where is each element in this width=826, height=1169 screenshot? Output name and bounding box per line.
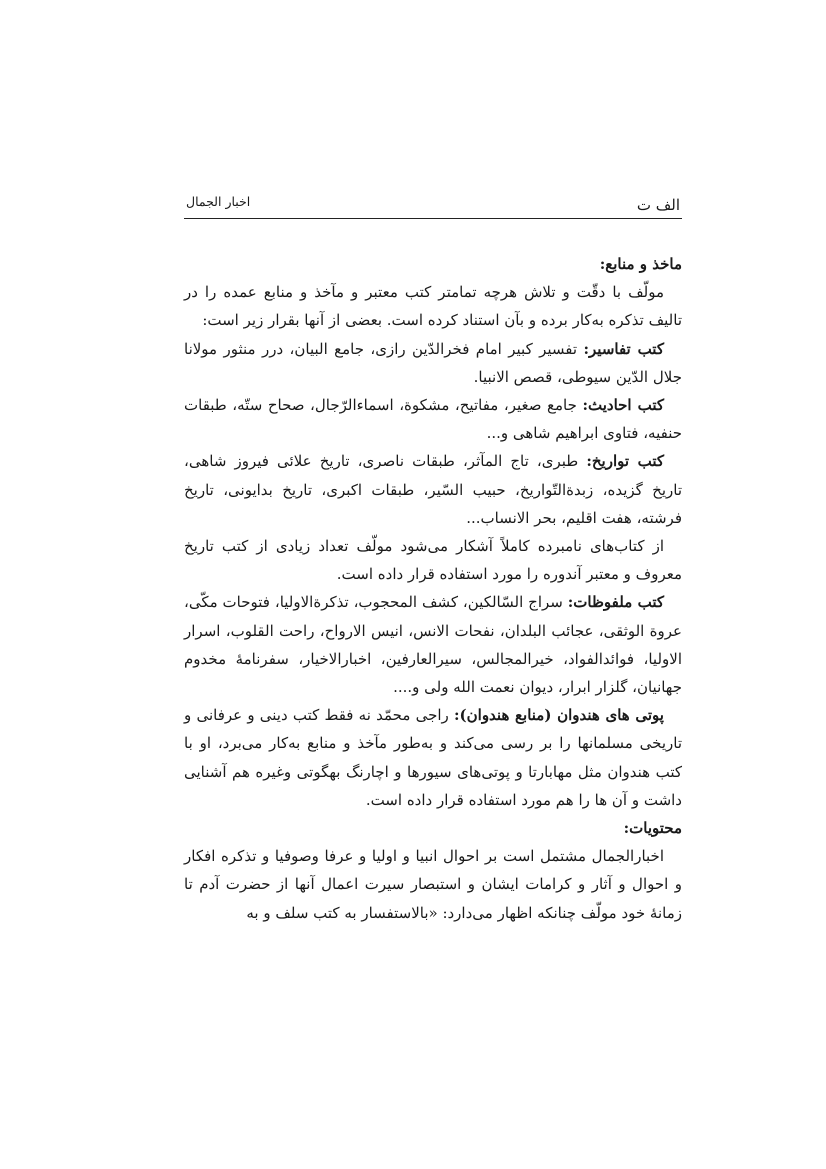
malfuzat-label: کتب ملفوظات: xyxy=(567,593,664,612)
tafasir-text: تفسیر کبیر امام فخرالدّین رازی، جامع البیان، درر منثور مولانا جلال الدّین سیوطی، قصص الانبیا. xyxy=(184,339,682,386)
page-body xyxy=(184,250,682,927)
tawarikh-text: طبری، تاج المآثر، طبقات ناصری، تاریخ علائی فیروز شاهی، تاریخ گزیده، زبدةالتّواریخ، حبیب السّیر، طبقات اکبری، تاریخ بدایونی، تاریخ فرشته، هفت اقلیم، بحر الانساب... xyxy=(184,452,682,527)
pothi-paragraph xyxy=(184,701,682,814)
contents-paragraph: اخبارالجمال مشتمل است بر احوال انبیا و اولیا و عرفا وصوفیا و تذکره افکار و احوال و آثار و کرامات ایشان و استبصار سیرت اعمال آنها از حضرت آدم تا زمانهٔ خود مولّف چنانکه اظهار می‌دارد: «بالاستفسار به کتب سلف و به xyxy=(184,847,682,922)
contents-heading: محتویات: xyxy=(623,819,682,838)
tawarikh-paragraph xyxy=(184,447,682,532)
intro-paragraph: مولّف با دقّت و تلاش هرچه تمامتر کتب معتبر و مآخذ و منابع عمده را در تالیف تذکره به‌کار برده و بآن استناد کرده است. بعضی از آنها بقرار زیر است: xyxy=(184,283,682,330)
ahadith-label: کتب احادیث: xyxy=(582,396,664,415)
malfuzat-text: سراج السّالکین، کشف المحجوب، تذکرةالاولیا، فتوحات مکّی، عروة الوثقی، عجائب البلدان، نفحات الانس، انیس الارواح، راحت القلوب، اسرار الاولیا، فوائدالفواد، خیرالمجالس، سیرالعارفین، اخبارالاخیار، سفرنامهٔ مخدوم جهانیان، گلزار ابرار، دیوان نعمت الله ولی و.... xyxy=(184,593,682,697)
tafasir-label: کتب تفاسیر: xyxy=(583,339,664,358)
running-title: اخبار الجمال xyxy=(186,194,251,209)
tawarikh-label: کتب تواریخ: xyxy=(586,452,664,471)
pothi-label: پوتی های هندوان (منابع هندوان): xyxy=(454,706,664,725)
tafasir-paragraph xyxy=(184,335,682,391)
page-number: الف ت xyxy=(636,196,680,214)
malfuzat-paragraph xyxy=(184,588,682,701)
sources-heading: ماخذ و منابع: xyxy=(599,255,682,273)
ahadith-text: جامع صغیر، مفاتیح، مشکوة، اسماءالرّجال، صحاح ستّه، طبقات حنفیه، فتاوی ابراهیم شاهی و... xyxy=(184,396,682,443)
ahadith-paragraph xyxy=(184,391,682,447)
pothi-text: راجی محمّد نه فقط کتب دینی و عرفانی و تاریخی مسلمانها را بر رسی می‌کند و به‌طور مآخذ و منابع به‌کار می‌برد، او با کتب هندوان مثل مهابارتا و پوتی‌های سیورها و اچارنگ بهگوتی وغیره هم آشنایی داشت و آن ها را هم مورد استفاده قرار داده است. xyxy=(184,706,682,809)
page xyxy=(184,190,682,927)
tawarikh-note: از کتاب‌های نامبرده کاملاً آشکار می‌شود مولّف تعداد زیادی از کتب تاریخ معروف و معتبر آندوره را مورد استفاده قرار داده است. xyxy=(184,537,682,584)
running-header xyxy=(184,190,682,219)
